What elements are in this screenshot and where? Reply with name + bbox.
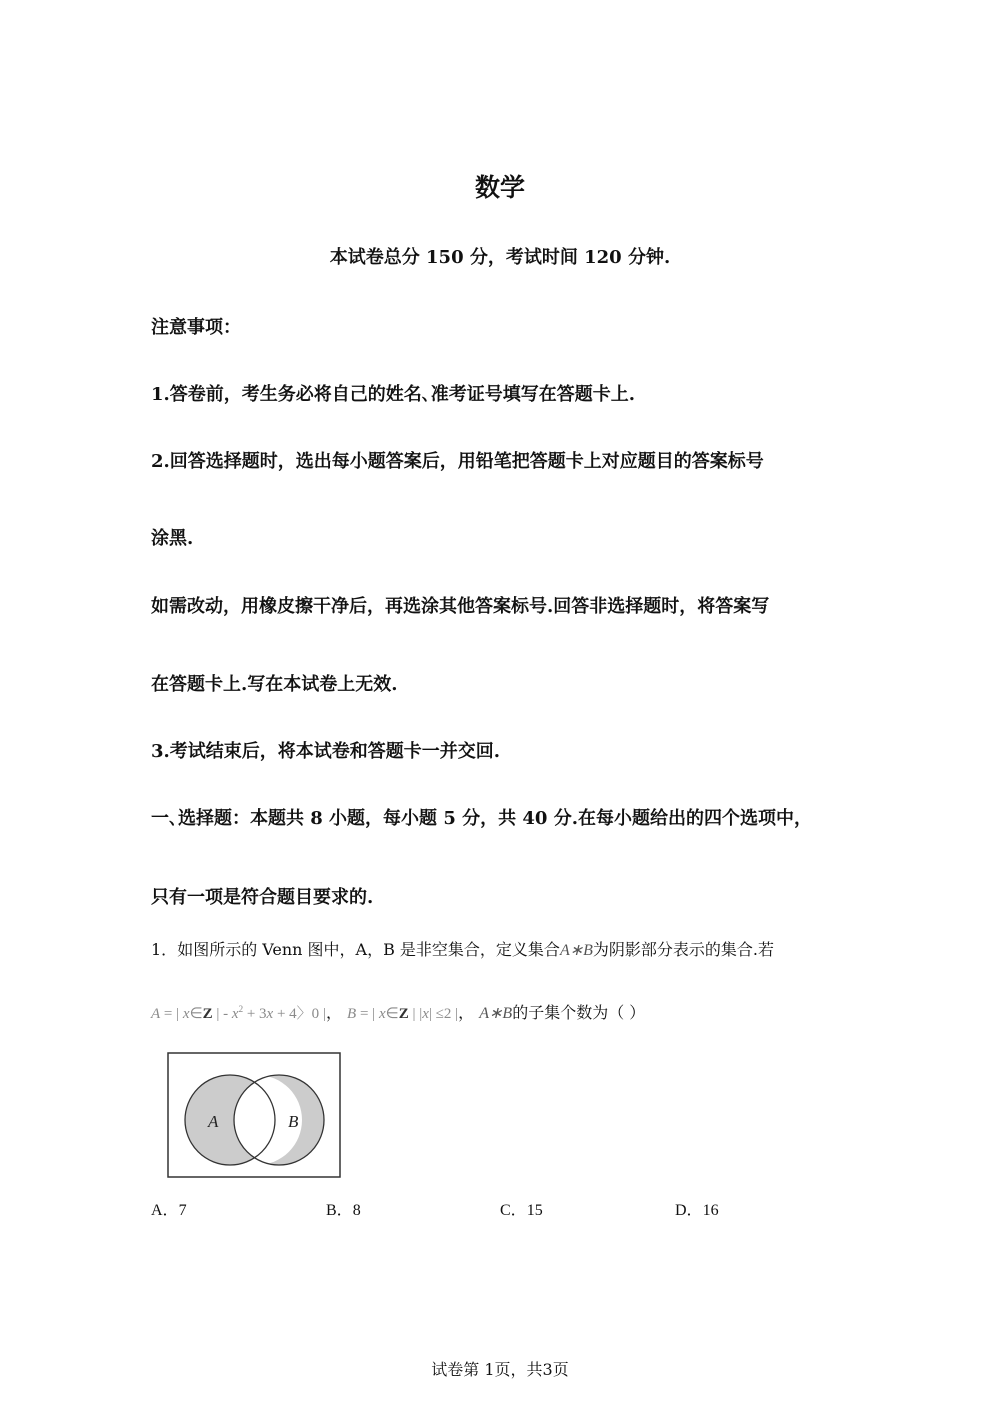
page-title: 数学 (474, 173, 525, 202)
section-1-instructions-line-2: 只有一项是符合题目要求的. (151, 887, 374, 908)
set-b-definition: B = | x∈Z | |x| ≤2 | (347, 1006, 459, 1022)
question-text-part-2: 为阴影部分表示的集合.若 (592, 940, 774, 959)
notice-heading: 注意事项： (151, 317, 241, 338)
question-number: 1． (151, 940, 178, 959)
notice-item-1: 1.答卷前，考生务必将自己的姓名､准考证号填写在答题卡上. (151, 384, 636, 405)
question-1-sets-line (151, 1000, 645, 1023)
venn-label-a: A (208, 1112, 219, 1131)
notice-item-2-line-2: 涂黑. (151, 528, 194, 549)
exam-info: 本试卷总分 150 分，考试时间 120 分钟. (329, 247, 671, 268)
notice-item-2-line-4: 在答题卡上.写在本试卷上无效. (151, 674, 398, 695)
option-d[interactable]: D．16 (675, 1202, 719, 1219)
option-c[interactable]: C．15 (500, 1202, 543, 1219)
option-a[interactable]: A．7 (151, 1202, 187, 1219)
math-a-star-b-2: A∗B (479, 1005, 513, 1022)
math-a-star-b: A∗B (559, 942, 593, 959)
section-1-instructions-line-1: 一､选择题：本题共 8 小题，每小题 5 分，共 40 分.在每小题给出的四个选项中， (151, 808, 812, 829)
question-text-part-1: 如图所示的 Venn 图中，A，B 是非空集合，定义集合 (177, 940, 560, 959)
comma-2: ， (458, 1003, 475, 1022)
question-text-part-3: 的子集个数为（ ） (512, 1003, 646, 1022)
option-b[interactable]: B．8 (326, 1202, 361, 1219)
notice-item-2-line-1: 2.回答选择题时，选出每小题答案后，用铅笔把答题卡上对应题目的答案标号 (151, 451, 764, 472)
venn-diagram (166, 1051, 342, 1179)
comma-1: ， (325, 1003, 342, 1022)
notice-item-2-line-3: 如需改动，用橡皮擦干净后，再选涂其他答案标号.回答非选择题时，将答案写 (151, 596, 770, 617)
question-1-stem (151, 937, 774, 960)
set-a-definition: A = | x∈Z | - $x^2 + 3x + 4$〉0 | (151, 1004, 326, 1022)
page-footer: 试卷第 1页，共3页 (431, 1360, 569, 1379)
notice-item-3: 3.考试结束后，将本试卷和答题卡一并交回. (151, 741, 501, 762)
venn-label-b: B (288, 1112, 299, 1131)
